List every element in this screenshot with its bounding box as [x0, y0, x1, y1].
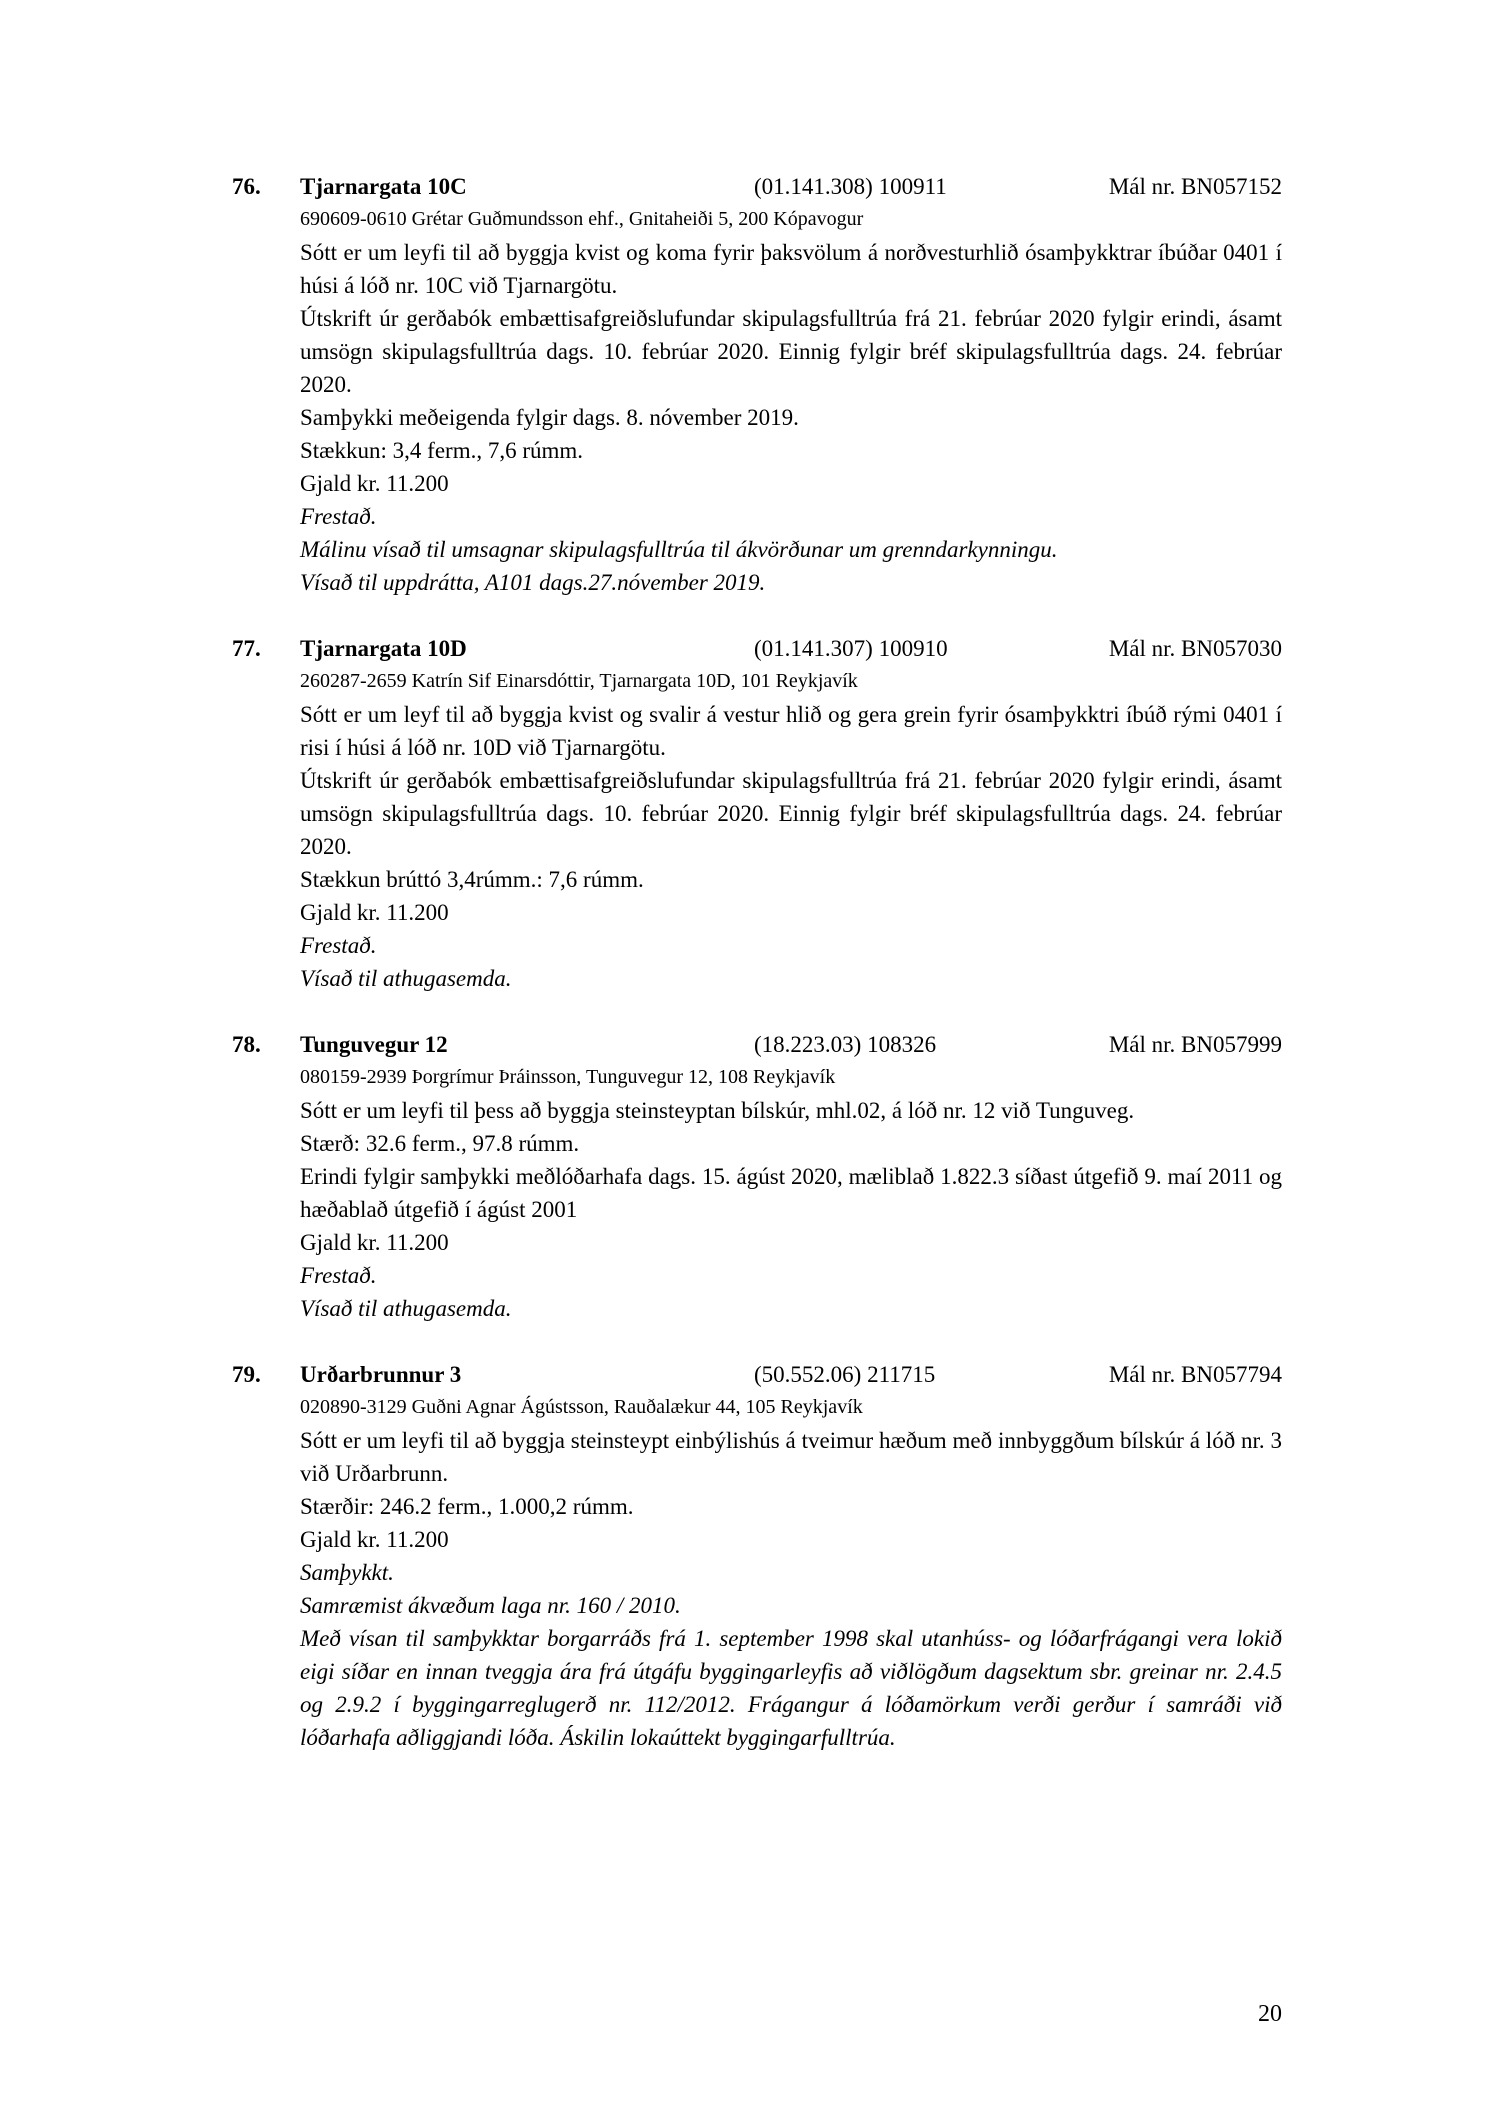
- item-property-code: (01.141.308) 100911: [754, 174, 947, 199]
- item-number: 76.: [232, 174, 261, 199]
- request-description: Sótt er um leyfi til þess að byggja steinsteyptan bílskúr, mhl.02, á lóð nr. 12 við Tunguveg.: [300, 1098, 1135, 1123]
- permit-item-body: [300, 1391, 1282, 1754]
- permit-item-header: [232, 170, 1282, 203]
- owner-line: 080159-2939 Þorgrímur Þráinsson, Tunguvegur 12, 108 Reykjavík: [300, 1066, 836, 1088]
- item-property-code: (18.223.03) 108326: [754, 1032, 937, 1057]
- attachments-note: Útskrift úr gerðabók embættisafgreiðslufundar skipulagsfulltrúa frá 21. febrúar 2020 fylgir erindi, ásamt umsögn skipulagsfulltrúa dags. 10. febrúar 2020. Einnig fylgir bréf skipulagsfulltrúa dags. 24. febrúar 2020.: [300, 306, 1282, 397]
- owner-line: 260287-2659 Katrín Sif Einarsdóttir, Tjarnargata 10D, 101 Reykjavík: [300, 670, 858, 692]
- permit-list: [232, 170, 1282, 1787]
- item-case-number: Mál nr. BN057794: [1108, 1362, 1282, 1387]
- request-description: Sótt er um leyfi til að byggja kvist og koma fyrir þaksvölum á norðvesturhlið ósamþykktrar íbúðar 0401 í húsi á lóð nr. 10C við Tjarnargötu.: [300, 240, 1282, 298]
- size-note: Stærðir: 246.2 ferm., 1.000,2 rúmm.: [300, 1494, 634, 1519]
- request-description: Sótt er um leyf til að byggja kvist og svalir á vestur hlið og gera grein fyrir ósamþykktri íbúð rými 0401 í risi í húsi á lóð nr. 10D við Tjarnargötu.: [300, 702, 1282, 760]
- item-number: 79.: [232, 1362, 261, 1387]
- item-property-code: (01.141.307) 100910: [754, 636, 948, 661]
- permit-item: [232, 1028, 1282, 1325]
- permit-item-body: [300, 1061, 1282, 1325]
- owner-line: 690609-0610 Grétar Guðmundsson ehf., Gnitaheiði 5, 200 Kópavogur: [300, 208, 864, 230]
- request-description: Sótt er um leyfi til að byggja steinsteypt einbýlishús á tveimur hæðum með innbyggðum bílskúr á lóð nr. 3 við Urðarbrunn.: [300, 1428, 1282, 1486]
- item-address: Tjarnargata 10C: [300, 174, 467, 199]
- law-compliance-note: Samræmist ákvæðum laga nr. 160 / 2010.: [300, 1593, 681, 1618]
- conditions-note: Með vísan til samþykktar borgarráðs frá 1. september 1998 skal utanhúss- og lóðarfrágangi vera lokið eigi síðar en innan tveggja ára frá útgáfu byggingarleyfis að viðlögðum dagsektum sbr. greinar nr. 2.4.5 og 2.9.2 í byggingarreglugerð nr. 112/2012. Frágangur á lóðamörkum verði gerður í samráði við lóðarhafa aðliggjandi lóða. Áskilin lokaúttekt byggingarfulltrúa.: [300, 1626, 1282, 1750]
- decision-line: Frestað.: [300, 933, 377, 958]
- permit-item-body: [300, 203, 1282, 599]
- fee-line: Gjald kr. 11.200: [300, 900, 449, 925]
- decision-line: Samþykkt.: [300, 1560, 394, 1585]
- referral-note: Málinu vísað til umsagnar skipulagsfulltrúa til ákvörðunar um grenndarkynningu.: [300, 537, 1058, 562]
- item-property-code: (50.552.06) 211715: [754, 1362, 936, 1387]
- fee-line: Gjald kr. 11.200: [300, 1230, 449, 1255]
- item-case-number: Mál nr. BN057030: [1108, 636, 1282, 661]
- permit-item-header: [232, 1028, 1282, 1061]
- size-note: Stækkun: 3,4 ferm., 7,6 rúmm.: [300, 438, 584, 463]
- permit-item-header: [232, 632, 1282, 665]
- decision-line: Frestað.: [300, 1263, 377, 1288]
- size-note: Stærð: 32.6 ferm., 97.8 rúmm.: [300, 1131, 580, 1156]
- referral-note: Vísað til athugasemda.: [300, 966, 512, 991]
- permit-item: [232, 1358, 1282, 1754]
- drawings-note: Vísað til uppdrátta, A101 dags.27.nóvember 2019.: [300, 570, 766, 595]
- decision-line: Frestað.: [300, 504, 377, 529]
- owner-line: 020890-3129 Guðni Agnar Ágústsson, Rauðalækur 44, 105 Reykjavík: [300, 1396, 863, 1418]
- permit-item: [232, 632, 1282, 995]
- item-case-number: Mál nr. BN057999: [1108, 1032, 1282, 1057]
- item-number: 78.: [232, 1032, 261, 1057]
- fee-line: Gjald kr. 11.200: [300, 1527, 449, 1552]
- attachments-note: Erindi fylgir samþykki meðlóðarhafa dags. 15. ágúst 2020, mæliblað 1.822.3 síðast útgefið 9. maí 2011 og hæðablað útgefið í ágúst 2001: [300, 1164, 1282, 1222]
- permit-item: [232, 170, 1282, 599]
- attachments-note: Útskrift úr gerðabók embættisafgreiðslufundar skipulagsfulltrúa frá 21. febrúar 2020 fylgir erindi, ásamt umsögn skipulagsfulltrúa dags. 10. febrúar 2020. Einnig fylgir bréf skipulagsfulltrúa dags. 24. febrúar 2020.: [300, 768, 1282, 859]
- item-address: Tjarnargata 10D: [300, 636, 467, 661]
- page-number: 20: [1258, 2001, 1282, 2027]
- referral-note: Vísað til athugasemda.: [300, 1296, 512, 1321]
- item-case-number: Mál nr. BN057152: [1108, 174, 1282, 199]
- fee-line: Gjald kr. 11.200: [300, 471, 449, 496]
- item-number: 77.: [232, 636, 261, 661]
- consent-note: Samþykki meðeigenda fylgir dags. 8. nóvember 2019.: [300, 405, 799, 430]
- size-note: Stækkun brúttó 3,4rúmm.: 7,6 rúmm.: [300, 867, 644, 892]
- permit-item-header: [232, 1358, 1282, 1391]
- item-address: Tunguvegur 12: [300, 1032, 448, 1057]
- item-address: Urðarbrunnur 3: [300, 1362, 462, 1387]
- permit-item-body: [300, 665, 1282, 995]
